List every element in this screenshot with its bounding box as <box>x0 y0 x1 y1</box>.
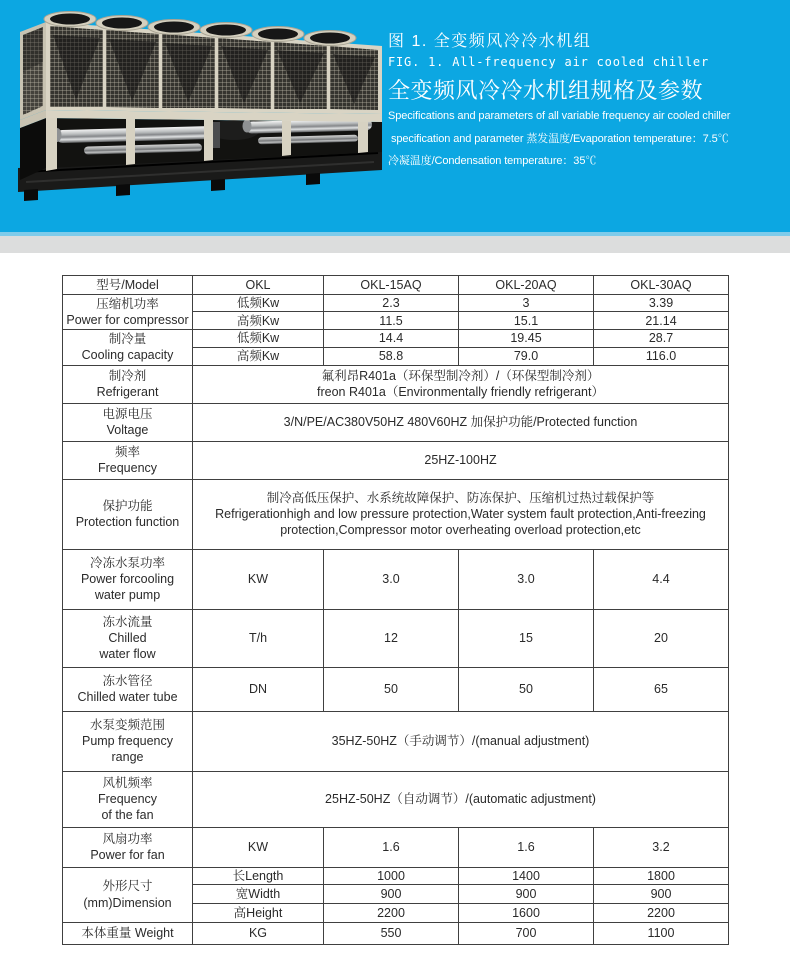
unit-cell: 长Length <box>193 867 324 884</box>
value-cell: 1800 <box>594 867 729 884</box>
row-label-frequency <box>63 441 193 479</box>
label-en: water pump <box>94 588 161 603</box>
value-cell: 15 <box>459 609 594 667</box>
table-row <box>63 330 729 347</box>
table-row <box>63 295 729 312</box>
row-label-pump-freq-range <box>63 711 193 771</box>
evaporation-temperature-line: specification and parameter 蒸发温度/Evaporation temperature：7.5℃ <box>391 133 729 145</box>
page-title: 全变频风冷冷水机组规格及参数 <box>388 78 704 103</box>
row-label-dimension <box>63 867 193 922</box>
label-en: Chilled water tube <box>77 690 178 704</box>
label-zh: 制冷量 <box>108 332 147 347</box>
merged-value-cell <box>193 479 729 549</box>
value-cell: 14.4 <box>324 330 459 347</box>
value-cell: 3.2 <box>594 827 729 867</box>
value-cell: 50 <box>459 667 594 711</box>
value-cell: 900 <box>324 884 459 903</box>
table-row <box>63 711 729 771</box>
merged-value-cell: 25HZ-100HZ <box>193 441 729 479</box>
row-label-protection <box>63 479 193 549</box>
value-cell: 900 <box>594 884 729 903</box>
label-en: Pump frequency <box>81 733 174 748</box>
label-en: Chilled <box>108 630 147 645</box>
value-cell: 3.0 <box>324 549 459 609</box>
unit-cell: DN <box>193 667 324 711</box>
col-header-model: 型号/Model <box>63 276 193 295</box>
divider-band <box>0 236 790 253</box>
value-cell: 79.0 <box>459 347 594 365</box>
col-header-okl15: OKL-15AQ <box>324 276 459 295</box>
table-row <box>63 867 729 884</box>
label-en: Power for compressor <box>66 313 189 328</box>
value-cell: 1.6 <box>459 827 594 867</box>
value-cell: 2.3 <box>324 295 459 312</box>
unit-cell: KG <box>193 922 324 944</box>
spec-table-section <box>0 253 790 945</box>
value-cell: 116.0 <box>594 347 729 365</box>
row-label-cooling-capacity <box>63 330 193 365</box>
merged-value-cell: 25HZ-50HZ（自动调节）/(automatic adjustment) <box>193 771 729 827</box>
label-zh: 频率 <box>114 444 140 459</box>
figure-caption-zh: 图 1. 全变频风冷冷水机组 <box>388 33 592 50</box>
unit-cell: T/h <box>193 609 324 667</box>
label-en: (mm)Dimension <box>83 895 172 910</box>
table-row <box>63 667 729 711</box>
unit-cell: 低频Kw <box>193 330 324 347</box>
label-zh: 冷冻水泵功率 <box>89 555 165 570</box>
refrigerant-line-en: freon R401a（Environmentally friendly refrigerant） <box>317 385 604 399</box>
unit-cell: 低频Kw <box>193 295 324 312</box>
value-cell: 3 <box>459 295 594 312</box>
row-label-refrigerant <box>63 365 193 403</box>
value-cell: 21.14 <box>594 312 729 330</box>
label-en: Voltage <box>106 423 149 437</box>
spec-table <box>62 275 729 945</box>
unit-cell: 宽Width <box>193 884 324 903</box>
figure-caption-en: FIG. 1. All-frequency air cooled chiller <box>388 55 709 69</box>
value-cell: 12 <box>324 609 459 667</box>
label-zh: 保护功能 <box>102 498 153 513</box>
value-cell: 58.8 <box>324 347 459 365</box>
row-label-pump-power <box>63 549 193 609</box>
table-row <box>63 549 729 609</box>
value-cell: 15.1 <box>459 312 594 330</box>
row-label-compressor-power <box>63 295 193 330</box>
col-header-okl30: OKL-30AQ <box>594 276 729 295</box>
row-label-water-tube <box>63 667 193 711</box>
label-en: Refrigerant <box>96 385 159 399</box>
unit-cell: 高频Kw <box>193 312 324 330</box>
value-cell: 11.5 <box>324 312 459 330</box>
value-cell: 4.4 <box>594 549 729 609</box>
label-en: water flow <box>99 647 156 662</box>
table-row <box>63 479 729 549</box>
label-zh: 水泵变频范围 <box>89 717 165 732</box>
protection-line-zh: 制冷高低压保护、水系统故障保护、防冻保护、压缩机过热过载保护等 <box>266 490 655 505</box>
value-cell: 50 <box>324 667 459 711</box>
row-label-voltage <box>63 403 193 441</box>
table-row <box>63 365 729 403</box>
value-cell: 3.0 <box>459 549 594 609</box>
value-cell: 1100 <box>594 922 729 944</box>
value-cell: 28.7 <box>594 330 729 347</box>
unit-cell: 高频Kw <box>193 347 324 365</box>
table-row <box>63 609 729 667</box>
row-label-weight: 本体重量 Weight <box>63 922 193 944</box>
label-en: Power forcooling <box>80 571 175 586</box>
row-label-water-flow <box>63 609 193 667</box>
table-row <box>63 771 729 827</box>
label-en: Frequency <box>97 461 158 475</box>
protection-line-en: Refrigerationhigh and low pressure protection,Water system fault protection,Anti-freezing protection,Compressor motor overheating overload protection,etc <box>215 506 706 538</box>
value-cell: 2200 <box>594 903 729 922</box>
label-en: Cooling capacity <box>81 348 174 363</box>
value-cell: 900 <box>459 884 594 903</box>
unit-cell: 高Height <box>193 903 324 922</box>
value-cell: 19.45 <box>459 330 594 347</box>
hero-banner <box>0 0 790 232</box>
label-en: Frequency <box>97 791 158 806</box>
value-cell: 2200 <box>324 903 459 922</box>
table-row <box>63 827 729 867</box>
col-header-series: OKL <box>193 276 324 295</box>
value-cell: 550 <box>324 922 459 944</box>
label-zh: 压缩机功率 <box>96 296 159 311</box>
value-cell: 700 <box>459 922 594 944</box>
table-row <box>63 403 729 441</box>
label-zh: 冻水流量 <box>102 614 153 629</box>
page-subtitle: Specifications and parameters of all variable frequency air cooled chiller <box>388 110 731 122</box>
label-en: Protection function <box>75 515 180 529</box>
col-header-okl20: OKL-20AQ <box>459 276 594 295</box>
condensation-temperature-line: 冷凝温度/Condensation temperature：35℃ <box>388 155 597 167</box>
value-cell: 1.6 <box>324 827 459 867</box>
value-cell: 1600 <box>459 903 594 922</box>
label-en: Power for fan <box>90 848 165 862</box>
merged-value-cell: 3/N/PE/AC380V50HZ 480V60HZ 加保护功能/Protected function <box>193 403 729 441</box>
unit-cell: KW <box>193 827 324 867</box>
value-cell: 3.39 <box>594 295 729 312</box>
label-zh: 电源电压 <box>102 406 153 421</box>
label-zh: 风机频率 <box>102 775 153 790</box>
refrigerant-line-zh: 氟利昂R401a（环保型制冷剂）/（环保型制冷剂） <box>321 368 600 383</box>
unit-cell: KW <box>193 549 324 609</box>
table-header-row <box>63 276 729 295</box>
value-cell: 20 <box>594 609 729 667</box>
table-row <box>63 922 729 944</box>
label-zh: 风扇功率 <box>102 831 153 846</box>
merged-value-cell: 35HZ-50HZ（手动调节）/(manual adjustment) <box>193 711 729 771</box>
value-cell: 65 <box>594 667 729 711</box>
label-zh: 外形尺寸 <box>102 879 153 894</box>
value-cell: 1000 <box>324 867 459 884</box>
chiller-product-photo <box>6 2 392 230</box>
label-en: range <box>111 750 144 765</box>
row-label-fan-power <box>63 827 193 867</box>
merged-value-cell <box>193 365 729 403</box>
label-en: of the fan <box>101 808 154 823</box>
value-cell: 1400 <box>459 867 594 884</box>
label-zh: 冻水管径 <box>102 673 153 688</box>
label-zh: 制冷剂 <box>108 368 147 383</box>
row-label-fan-frequency <box>63 771 193 827</box>
table-row <box>63 441 729 479</box>
